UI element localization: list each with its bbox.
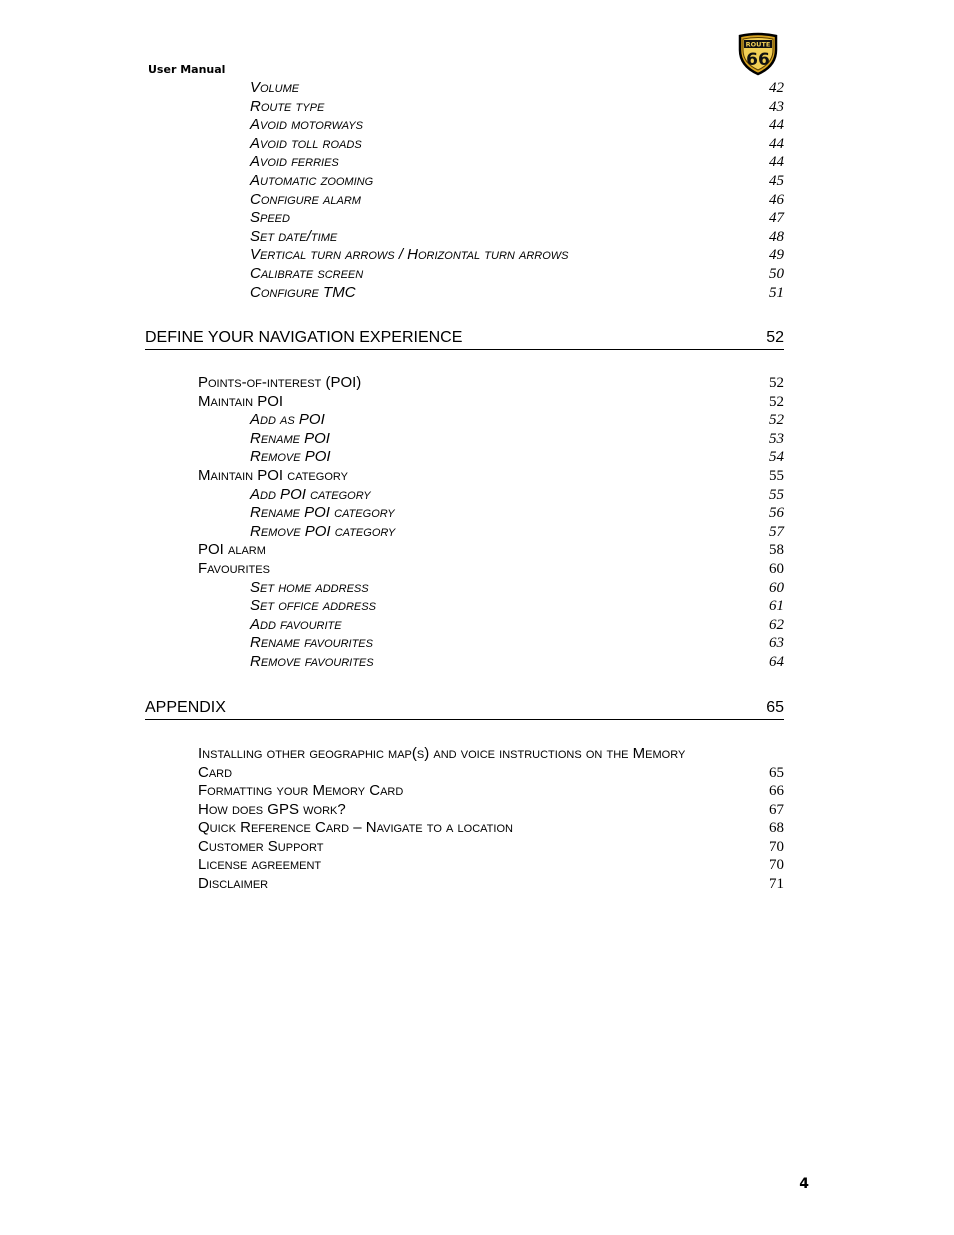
- toc-entry[interactable]: [198, 374, 784, 393]
- entry-title: Add as POI: [250, 411, 325, 429]
- entry-page: 70: [769, 857, 784, 874]
- entry-title: Favourites: [198, 560, 270, 577]
- section-page: 52: [766, 329, 784, 346]
- toc-entry[interactable]: [250, 430, 784, 449]
- entry-page: 48: [769, 228, 784, 245]
- entry-title: Add POI category: [250, 485, 371, 503]
- toc-entry[interactable]: [250, 579, 784, 598]
- entry-title: Calibrate screen: [250, 265, 364, 282]
- entry-page: 51: [769, 284, 784, 301]
- entry-page: 44: [769, 135, 784, 152]
- entry-page: 45: [769, 173, 784, 189]
- entry-title: Speed: [250, 209, 290, 227]
- entry-title: Volume: [250, 79, 300, 96]
- entry-title: Configure alarm: [250, 190, 361, 208]
- entry-page: 66: [769, 783, 784, 799]
- toc-entry[interactable]: [250, 411, 784, 430]
- toc-entry[interactable]: [198, 875, 784, 894]
- entry-page: 55: [769, 486, 784, 503]
- entry-page: 54: [769, 449, 784, 466]
- toc-entry[interactable]: [250, 209, 784, 228]
- toc-entry[interactable]: [250, 116, 784, 135]
- entry-page: 64: [769, 654, 784, 670]
- entry-text-line1: Installing other geographic map(s) and voice instructions on the Memory: [198, 745, 686, 762]
- entry-title: Quick Reference Card – Navigate to a location: [198, 819, 513, 837]
- entry-title: Disclaimer: [198, 875, 269, 892]
- toc-entry[interactable]: [198, 838, 784, 857]
- toc-entry[interactable]: [250, 135, 784, 154]
- toc-entry[interactable]: [198, 541, 784, 560]
- entry-title: Rename POI: [250, 429, 330, 447]
- toc-entry[interactable]: [198, 819, 784, 838]
- toc-entry[interactable]: [250, 616, 784, 635]
- entry-page: 53: [769, 430, 784, 447]
- toc-entry[interactable]: [250, 98, 784, 117]
- entry-title: Avoid motorways: [250, 116, 363, 134]
- toc-entry[interactable]: [250, 228, 784, 247]
- toc-entry[interactable]: [250, 634, 784, 653]
- entry-title: Remove POI category: [250, 522, 396, 540]
- toc-entry[interactable]: [250, 597, 784, 616]
- toc-entry[interactable]: [250, 265, 784, 284]
- entry-title: Formatting your Memory Card: [198, 782, 404, 799]
- logo-text-number: 66: [746, 50, 770, 70]
- entry-title: Avoid ferries: [250, 153, 339, 171]
- entry-page: 68: [769, 820, 784, 837]
- entry-page: 65: [769, 765, 784, 781]
- entry-title: License agreement: [198, 856, 322, 874]
- entry-title: Remove POI: [250, 448, 331, 466]
- entry-page: 42: [769, 80, 784, 96]
- entry-title: Set office address: [250, 597, 376, 615]
- entry-title: POI alarm: [198, 541, 266, 559]
- entry-page: 60: [769, 579, 784, 596]
- toc-entry[interactable]: [250, 172, 784, 191]
- toc-entry[interactable]: [198, 560, 784, 579]
- entry-page: 60: [769, 561, 784, 577]
- entry-title: Configure TMC: [250, 283, 356, 301]
- toc-entry[interactable]: [250, 504, 784, 523]
- toc-entry-installing-maps[interactable]: [198, 745, 784, 783]
- toc-entry[interactable]: [250, 284, 784, 303]
- route-66-logo-icon: [736, 32, 780, 76]
- section-title: DEFINE YOUR NAVIGATION EXPERIENCE: [145, 329, 463, 346]
- header-title: User Manual: [148, 63, 226, 76]
- entry-page: 49: [769, 247, 784, 264]
- entry-title: Automatic zooming: [250, 172, 374, 189]
- toc-entry[interactable]: [250, 191, 784, 210]
- entry-page: 58: [769, 542, 784, 559]
- page-number: 4: [799, 1176, 809, 1192]
- entry-title: Maintain POI: [198, 392, 284, 410]
- entry-page: 57: [769, 523, 784, 540]
- entry-title: How does GPS work?: [198, 800, 346, 818]
- toc-entry[interactable]: [250, 153, 784, 172]
- toc-entry[interactable]: [198, 467, 784, 486]
- entry-title: Customer Support: [198, 837, 324, 855]
- entry-page: 52: [769, 393, 784, 410]
- toc-entry[interactable]: [250, 653, 784, 672]
- entry-title: Add favourite: [250, 615, 342, 633]
- entry-page: 44: [769, 117, 784, 134]
- entry-page: 52: [769, 375, 784, 391]
- toc-entry[interactable]: [250, 448, 784, 467]
- entry-page: 63: [769, 635, 784, 652]
- section-page: 65: [766, 699, 784, 716]
- entry-title: Vertical turn arrows / Horizontal turn arrows: [250, 246, 569, 264]
- entry-title: Rename favourites: [250, 634, 373, 652]
- entry-title: Set home address: [250, 578, 369, 596]
- entry-page: 71: [769, 876, 784, 892]
- toc-entry[interactable]: [250, 486, 784, 505]
- entry-page: 55: [769, 468, 784, 484]
- entry-page: 50: [769, 266, 784, 282]
- entry-title: Avoid toll roads: [250, 134, 362, 152]
- logo-text-top: ROUTE: [745, 40, 771, 49]
- toc-entry[interactable]: [198, 393, 784, 412]
- entry-page: 52: [769, 412, 784, 429]
- entry-title: Remove favourites: [250, 653, 374, 670]
- toc-entry[interactable]: [250, 246, 784, 265]
- entry-title: Rename POI category: [250, 504, 395, 522]
- toc-entry[interactable]: [198, 856, 784, 875]
- entry-page: 56: [769, 505, 784, 522]
- entry-page: 70: [769, 838, 784, 855]
- entry-text-line2: Card: [198, 764, 233, 781]
- entry-page: 61: [769, 598, 784, 615]
- entry-page: 67: [769, 801, 784, 818]
- entry-title: Set date/time: [250, 227, 338, 245]
- toc-section-define-navigation[interactable]: [145, 329, 784, 350]
- entry-page: 44: [769, 154, 784, 171]
- entry-page: 47: [769, 210, 784, 227]
- section-title: APPENDIX: [145, 699, 226, 716]
- entry-title: Maintain POI category: [198, 467, 348, 484]
- toc-entry[interactable]: [198, 801, 784, 820]
- entry-title: Points-of-interest (POI): [198, 374, 362, 391]
- entry-page: 46: [769, 191, 784, 208]
- toc-entry[interactable]: [250, 523, 784, 542]
- entry-page: 62: [769, 616, 784, 633]
- entry-title: Route type: [250, 97, 325, 115]
- toc-entry[interactable]: [250, 79, 784, 98]
- entry-page: 43: [769, 98, 784, 115]
- toc-section-appendix[interactable]: [145, 699, 784, 720]
- toc-entry[interactable]: [198, 782, 784, 801]
